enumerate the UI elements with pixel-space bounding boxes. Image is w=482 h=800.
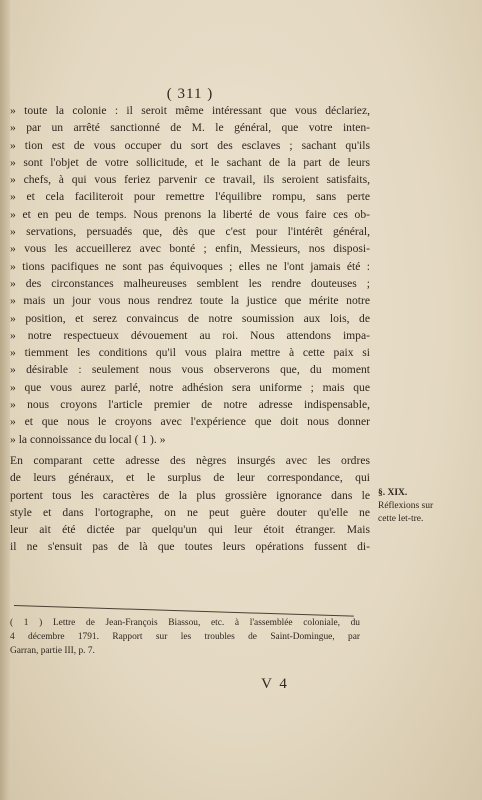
- text-line: » tions pacifiques ne sont pas équivoques ; elles ne l'ont jamais été :: [10, 259, 370, 273]
- text-line: de leurs généraux, et le surplus de leur correspondance, qui: [10, 471, 370, 485]
- signature-mark: V 4: [261, 676, 289, 692]
- text-line: » que vous aurez parlé, notre adhésion sera uniforme ; mais que: [10, 380, 370, 394]
- quoted-paragraph: [10, 102, 370, 448]
- text-line: » servations, persuadés que, dès que c'est pour l'intérêt général,: [10, 225, 370, 239]
- text-line: style et dans l'ortographe, on ne peut guère douter qu'elle ne: [10, 505, 370, 519]
- footnote-line: Garran, partie III, p. 7.: [10, 646, 95, 656]
- text-line: » notre respectueux dévouement au roi. Nous attendons impa-: [10, 328, 370, 342]
- text-line: portent tous les caractères de la plus grossière ignorance dans le: [10, 488, 370, 502]
- text-line: » chefs, à qui vous feriez parvenir ce travail, ils seroient satisfaits,: [10, 173, 370, 187]
- footnote: [10, 616, 360, 658]
- text-line: leur ait été dictée par quelqu'un qui leur étoit étranger. Mais: [10, 523, 370, 537]
- text-line: » nous croyons l'article premier de notre adresse indispensable,: [10, 398, 370, 412]
- text-line: » et cela faciliteroit pour remettre l'équilibre rompu, sans perte: [10, 190, 370, 204]
- text-line: » sont l'objet de votre sollicitude, et le sachant de la part de leurs: [10, 155, 370, 169]
- text-line: » la connoissance du local ( 1 ). »: [10, 432, 166, 446]
- text-line: il ne s'ensuit pas de là que toutes leurs opérations fussent di-: [10, 540, 370, 554]
- section-number: §. XIX.: [378, 488, 408, 498]
- footnote-rule: [14, 605, 354, 617]
- text-line: » désirable : seulement nous vous observerons que, du moment: [10, 363, 370, 377]
- page-number: ( 311 ): [166, 86, 214, 102]
- text-line: » tion est de vous occuper du sort des esclaves ; sachant qu'ils: [10, 138, 370, 152]
- text-line: » vous les accueillerez avec bonté ; enfin, Messieurs, nos disposi-: [10, 242, 370, 256]
- main-text: [10, 102, 370, 556]
- page-gutter: [0, 0, 10, 800]
- text-line: » position, et serez convaincus de notre soumission aux lois, de: [10, 311, 370, 325]
- text-line: » toute la colonie : il seroit même intéressant que vous déclariez,: [10, 104, 370, 117]
- margin-note-text: Réflexions sur cette let-tre.: [378, 501, 434, 524]
- text-line: » des circonstances malheureuses semblent les rendre douteuses ;: [10, 276, 370, 290]
- margin-note: [378, 487, 450, 526]
- text-line: » et en peu de temps. Nous prenons la liberté de vous faire ces ob-: [10, 207, 370, 221]
- footnote-line: 4 décembre 1791. Rapport sur les troubles de Saint-Domingue, par: [10, 632, 360, 642]
- text-line: » tiemment les conditions qu'il vous plaira mettre à cette paix si: [10, 346, 370, 360]
- text-line: En comparant cette adresse des nègres insurgés avec les ordres: [10, 453, 370, 467]
- commentary-paragraph: [10, 452, 370, 556]
- text-line: » par un arrêté sanctionné de M. le général, que votre inten-: [10, 121, 370, 135]
- footnote-line: ( 1 ) Lettre de Jean-François Biassou, etc. à l'assemblée coloniale, du: [10, 618, 360, 628]
- text-line: » mais un jour vous nous rendrez toute la justice que mérite notre: [10, 294, 370, 308]
- text-line: » et que nous le croyons avec l'expérience que doit nous donner: [10, 415, 370, 429]
